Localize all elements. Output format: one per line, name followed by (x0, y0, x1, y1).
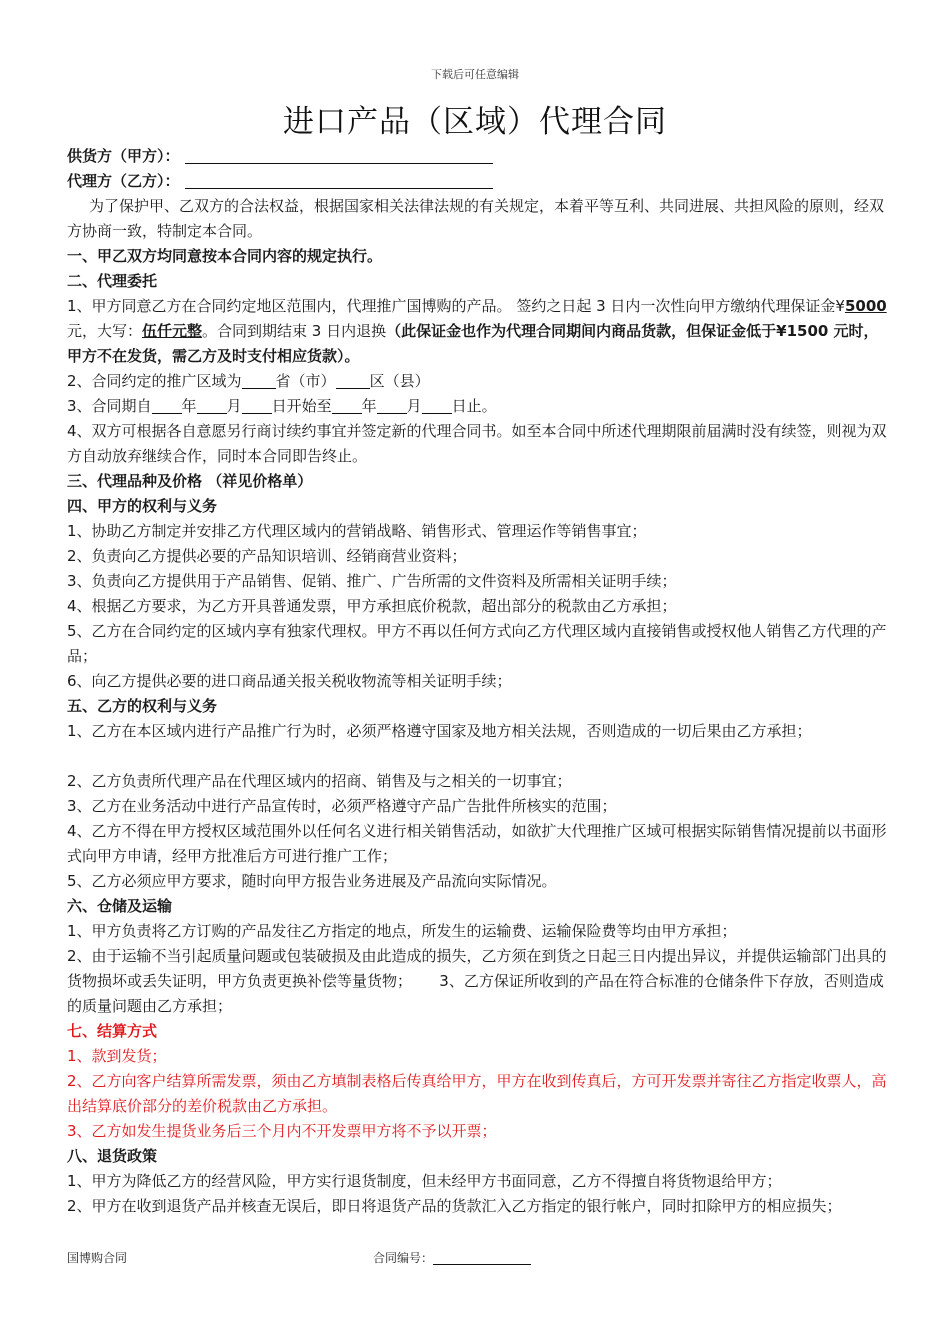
section-8-item: 2、甲方在收到退货产品并核查无误后，即日将退货产品的货款汇入乙方指定的银行帐户，同时扣除甲方的相应损失； (67, 1197, 842, 1215)
supplier-label: 供货方（甲方）： (67, 147, 180, 165)
footer-left-text: 国博购合同 (67, 1251, 128, 1265)
section-2-item-2 (67, 369, 887, 394)
section-7-title: 七、结算方式 (67, 1022, 158, 1040)
page-footer (67, 1249, 887, 1266)
item-text: 年 (361, 397, 377, 415)
section-4-item: 4、根据乙方要求，为乙方开具普通发票，甲方承担底价税款，超出部分的税款由乙方承担； (67, 597, 677, 615)
section-2-item-1 (67, 294, 887, 369)
item-text: 年 (181, 397, 197, 415)
section-7-item: 1、款到发货； (67, 1047, 167, 1065)
start-month-blank[interactable] (197, 397, 227, 414)
agent-line (67, 169, 887, 194)
blank-line (67, 744, 887, 769)
section-5-item: 3、乙方在业务活动中进行产品宣传时，必须严格遵守产品广告批件所核实的范围； (67, 797, 617, 815)
item-text: 区（县） (369, 372, 430, 390)
section-7-item: 2、乙方向客户结算所需发票，须由乙方填制表格后传真给甲方，甲方在收到传真后，方可开发票并寄往乙方指定收票人，高出结算底价部分的差价税款由乙方承担。 (67, 1072, 887, 1115)
document-title: 进口产品（区域）代理合同 (283, 104, 667, 140)
section-6-item: 2、由于运输不当引起质量问题或包装破损及由此造成的损失，乙方须在到货之日起三日内提出异议，并提供运输部门出具的货物损坏或丢失证明，甲方负责更换补偿等量货物； 3、乙方保证所收到的产品在符合标准的仓储条件下存放，否则造成的质量问题由乙方承担； (67, 947, 887, 1015)
deposit-amount-upper: 伍仟元整 (142, 322, 203, 340)
section-5-title: 五、乙方的权利与义务 (67, 697, 218, 715)
agent-blank[interactable] (185, 171, 493, 189)
section-3-title: 三、代理品种及价格 （祥见价格单） (67, 472, 313, 490)
end-year-blank[interactable] (332, 397, 362, 414)
section-4-item: 3、负责向乙方提供用于产品销售、促销、推广、广告所需的文件资料及所需相关证明手续； (67, 572, 677, 590)
item-text: 省（市） (275, 372, 336, 390)
section-2-item-3 (67, 394, 887, 419)
contract-number-blank[interactable] (433, 1251, 531, 1265)
start-year-blank[interactable] (152, 397, 182, 414)
section-5-item: 1、乙方在本区域内进行产品推广行为时，必须严格遵守国家及地方相关法规，否则造成的一切后果由乙方承担； (67, 722, 812, 740)
deposit-note: （此保证金也作为代理合同期间内商品货款，但保证金低于¥1500 元时，甲方不在发货，需乙方及时支付相应货款）。 (67, 322, 879, 365)
start-day-blank[interactable] (242, 397, 272, 414)
item-text: 元，大写： (67, 322, 143, 340)
section-4-title: 四、甲方的权利与义务 (67, 497, 218, 515)
item-text: 日开始至 (271, 397, 332, 415)
end-day-blank[interactable] (422, 397, 452, 414)
section-5-item: 5、乙方必须应甲方要求，随时向甲方报告业务进展及产品流向实际情况。 (67, 872, 557, 890)
end-month-blank[interactable] (377, 397, 407, 414)
section-4-item: 5、乙方在合同约定的区域内享有独家代理权。甲方不再以任何方式向乙方代理区域内直接销售或授权他人销售乙方代理的产品； (67, 622, 887, 665)
item-text: 1、甲方同意乙方在合同约定地区范围内，代理推广国博购的产品。 签约之日起 3 日内一次性向甲方缴纳代理保证金¥ (67, 297, 845, 315)
section-2-item-4: 4、双方可根据各自意愿另行商讨续约事宜并签定新的代理合同书。如至本合同中所述代理期限前届满时没有续签，则视为双方自动放弃继续合作，同时本合同即告终止。 (67, 422, 887, 465)
section-6-title: 六、仓储及运输 (67, 897, 173, 915)
section-4-item: 1、协助乙方制定并安排乙方代理区域内的营销战略、销售形式、管理运作等销售事宜； (67, 522, 647, 540)
contract-number (373, 1249, 531, 1266)
section-5-item: 4、乙方不得在甲方授权区域范围外以任何名义进行相关销售活动，如欲扩大代理推广区域可根据实际销售情况提前以书面形式向甲方申请，经甲方批准后方可进行推广工作； (67, 822, 887, 865)
contract-number-label: 合同编号： (373, 1251, 434, 1265)
deposit-amount: 5000 (844, 297, 887, 315)
supplier-blank[interactable] (185, 146, 493, 164)
item-text: 。合同到期结束 3 日内退换 (202, 322, 387, 340)
section-4-item: 2、负责向乙方提供必要的产品知识培训、经销商营业资料； (67, 547, 467, 565)
contract-body (67, 144, 887, 1219)
section-5-item: 2、乙方负责所代理产品在代理区域内的招商、销售及与之相关的一切事宜； (67, 772, 572, 790)
section-1-title: 一、甲乙双方均同意按本合同内容的规定执行。 (67, 247, 383, 265)
section-4-item: 6、向乙方提供必要的进口商品通关报关税收物流等相关证明手续； (67, 672, 512, 690)
section-7-item: 3、乙方如发生提货业务后三个月内不开发票甲方将不予以开票； (67, 1122, 497, 1140)
section-8-item: 1、甲方为降低乙方的经营风险，甲方实行退货制度，但未经甲方书面同意，乙方不得擅自将货物退给甲方； (67, 1172, 782, 1190)
item-text: 2、合同约定的推广区域为 (67, 372, 242, 390)
item-text: 日止。 (451, 397, 497, 415)
supplier-line (67, 144, 887, 169)
agent-label: 代理方（乙方）： (67, 172, 180, 190)
section-8-title: 八、退货政策 (67, 1147, 158, 1165)
item-text: 月 (226, 397, 242, 415)
item-text: 月 (406, 397, 422, 415)
section-2-title: 二、代理委托 (67, 272, 158, 290)
intro-paragraph: 为了保护甲、乙双方的合法权益，根据国家相关法律法规的有关规定，本着平等互利、共同进展、共担风险的原则，经双方协商一致，特制定本合同。 (67, 197, 885, 240)
province-blank[interactable] (242, 372, 276, 389)
section-6-item: 1、甲方负责将乙方订购的产品发往乙方指定的地点，所发生的运输费、运输保险费等均由甲方承担； (67, 922, 737, 940)
item-text: 3、合同期自 (67, 397, 152, 415)
district-blank[interactable] (336, 372, 370, 389)
page-header-note: 下载后可任意编辑 (431, 68, 519, 81)
